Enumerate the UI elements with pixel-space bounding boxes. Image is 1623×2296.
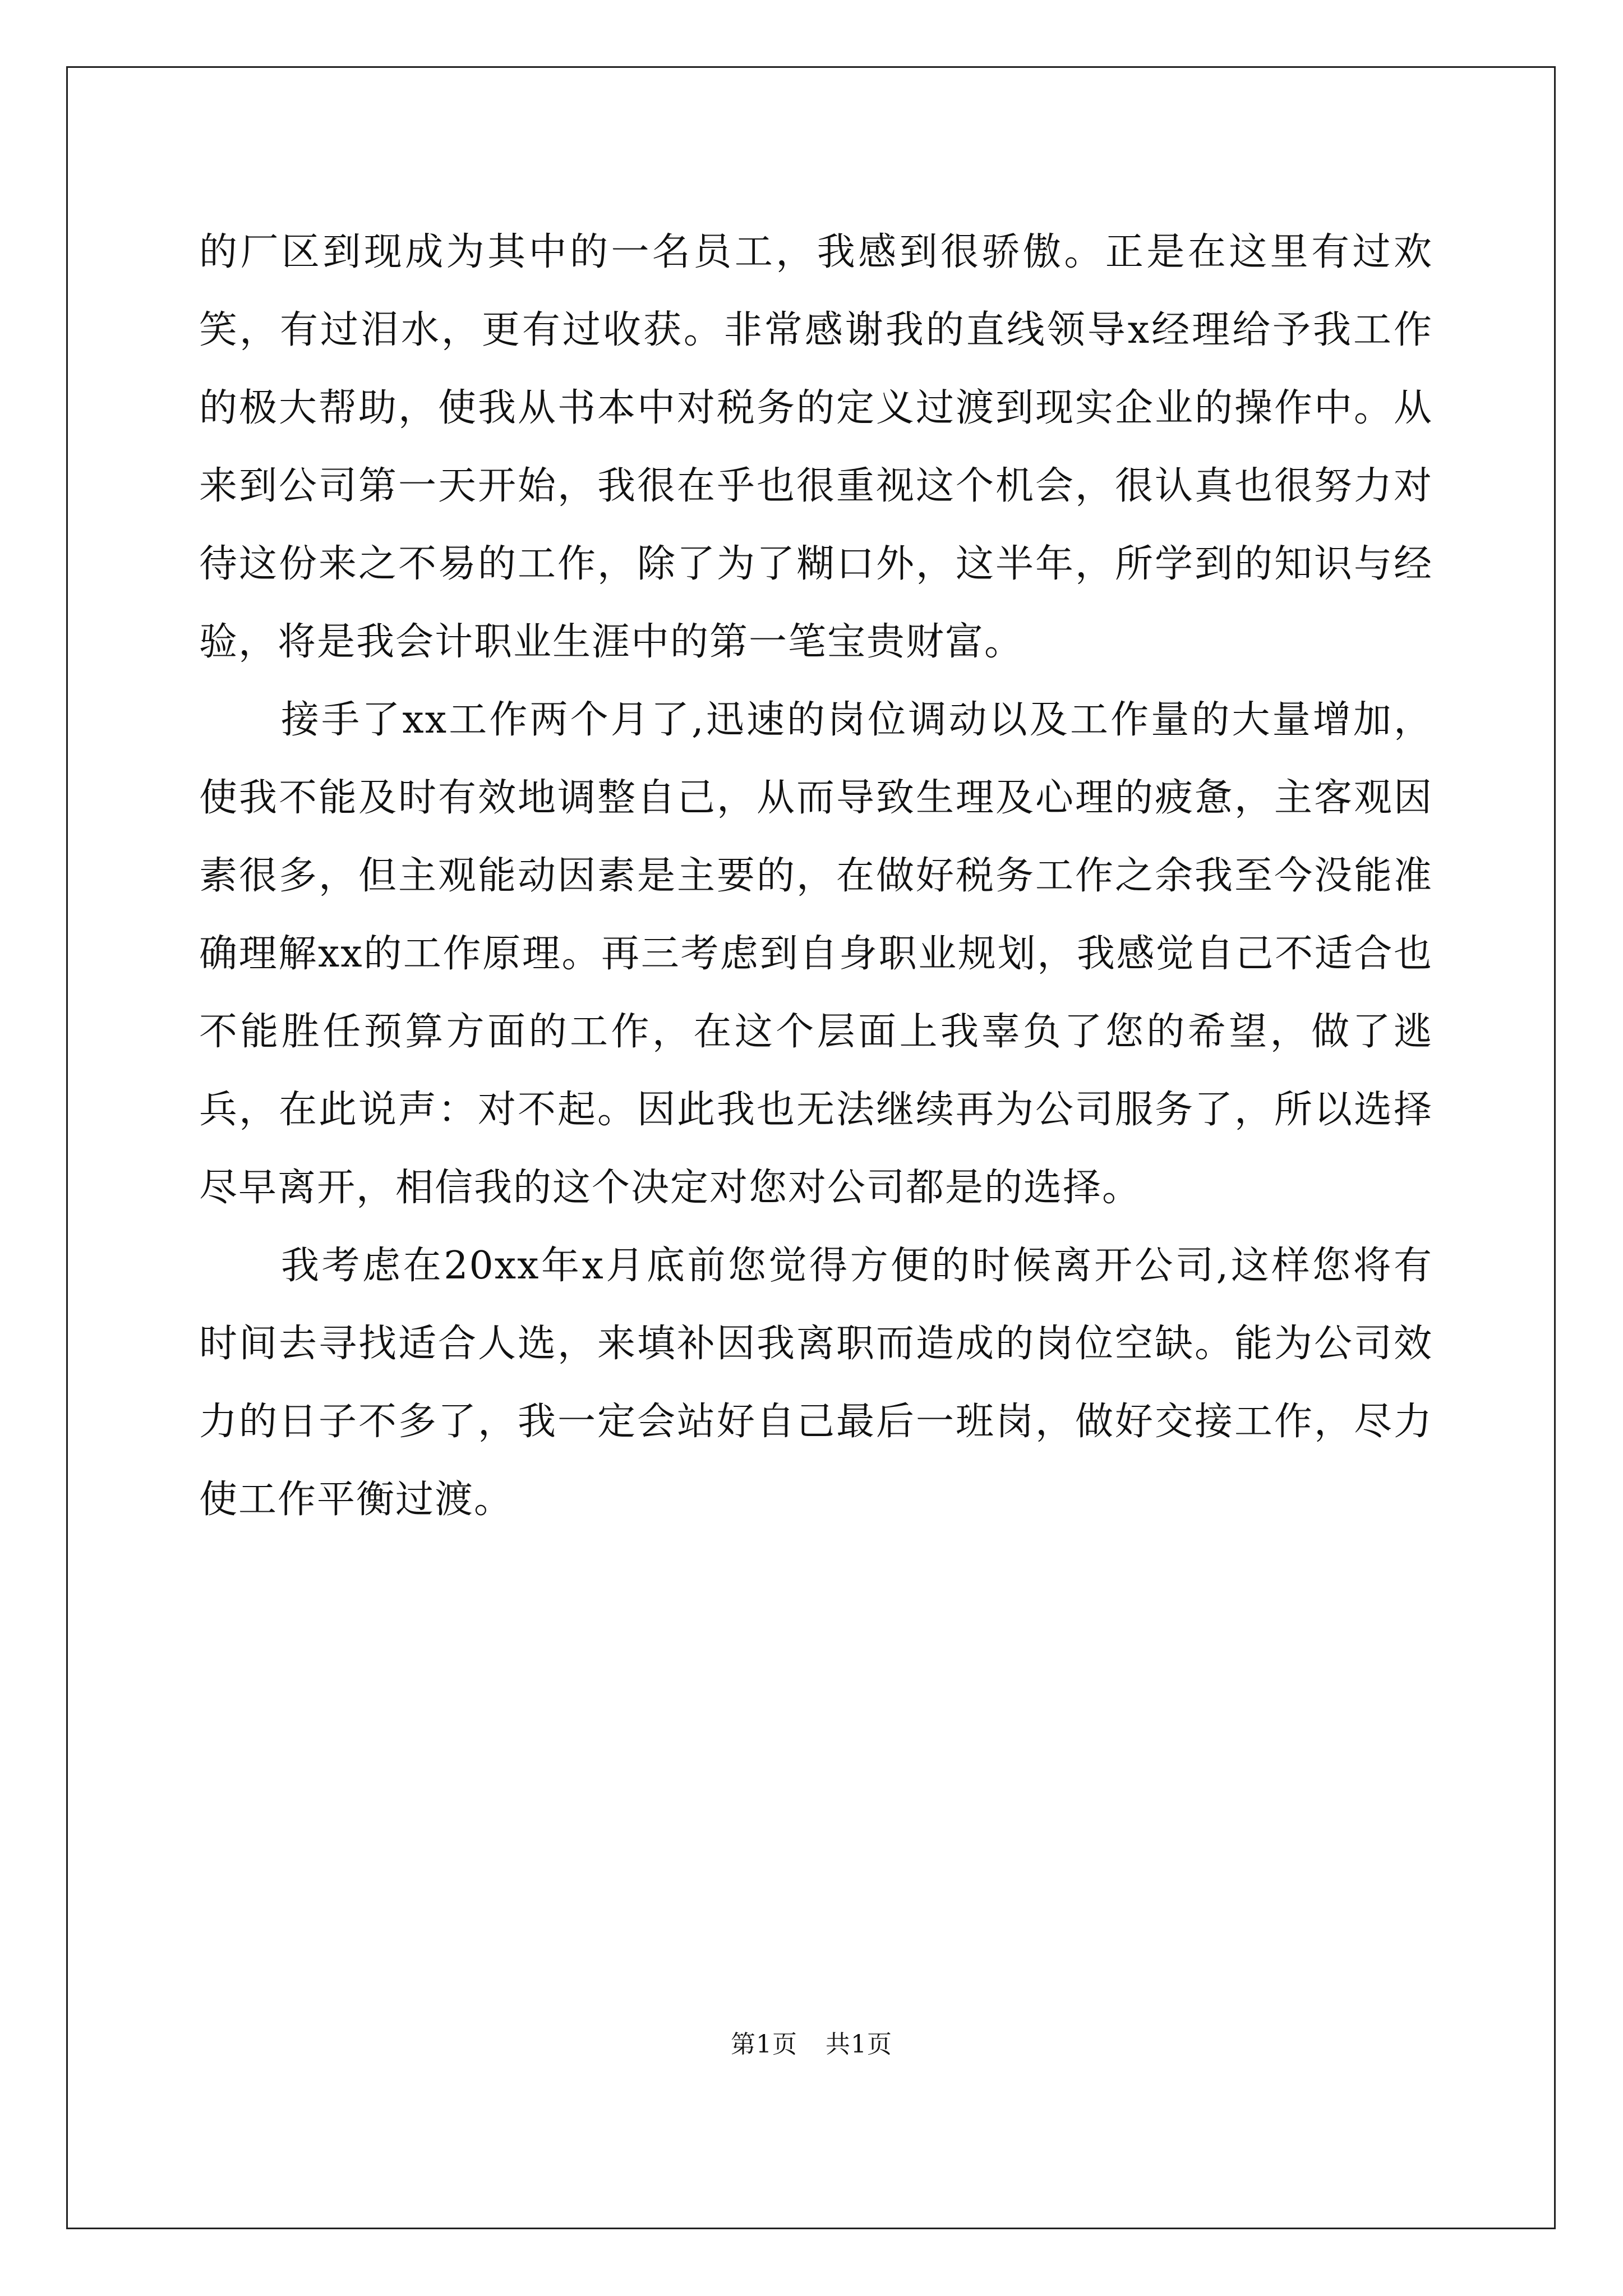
paragraph-3: 我考虑在20xx年x月底前您觉得方便的时候离开公司,这样您将有时间去寻找适合人选，来填补因我离职而造成的岗位空缺。能为公司效力的日子不多了，我一定会站好自己最后一班岗，做好交接工作，尽力使工作平衡过渡。 [199, 1244, 1433, 1522]
paragraph-1: 的厂区到现成为其中的一名员工，我感到很骄傲。正是在这里有过欢笑，有过泪水，更有过收获。非常感谢我的直线领导x经理给予我工作的极大帮助，使我从书本中对税务的定义过渡到现实企业的操作中。从来到公司第一天开始，我很在乎也很重视这个机会，很认真也很努力对待这份来之不易的工作，除了为了糊口外，这半年，所学到的知识与经验，将是我会计职业生涯中的第一笔宝贵财富。 [199, 230, 1433, 664]
paragraph-2: 接手了xx工作两个月了,迅速的岗位调动以及工作量的大量增加，使我不能及时有效地调整自己，从而导致生理及心理的疲惫，主客观因素很多，但主观能动因素是主要的，在做好税务工作之余我至今没能准确理解xx的工作原理。再三考虑到自身职业规划，我感觉自己不适合也不能胜任预算方面的工作，在这个层面上我辜负了您的希望，做了逃兵，在此说声：对不起。因此我也无法继续再为公司服务了，所以选择尽早离开，相信我的这个决定对您对公司都是的选择。 [199, 698, 1433, 1210]
page-footer [0, 2028, 1623, 2062]
document-body [199, 213, 1433, 1539]
page-number-total: 共1页 [826, 2030, 892, 2059]
page-number-current: 第1页 [731, 2030, 797, 2059]
